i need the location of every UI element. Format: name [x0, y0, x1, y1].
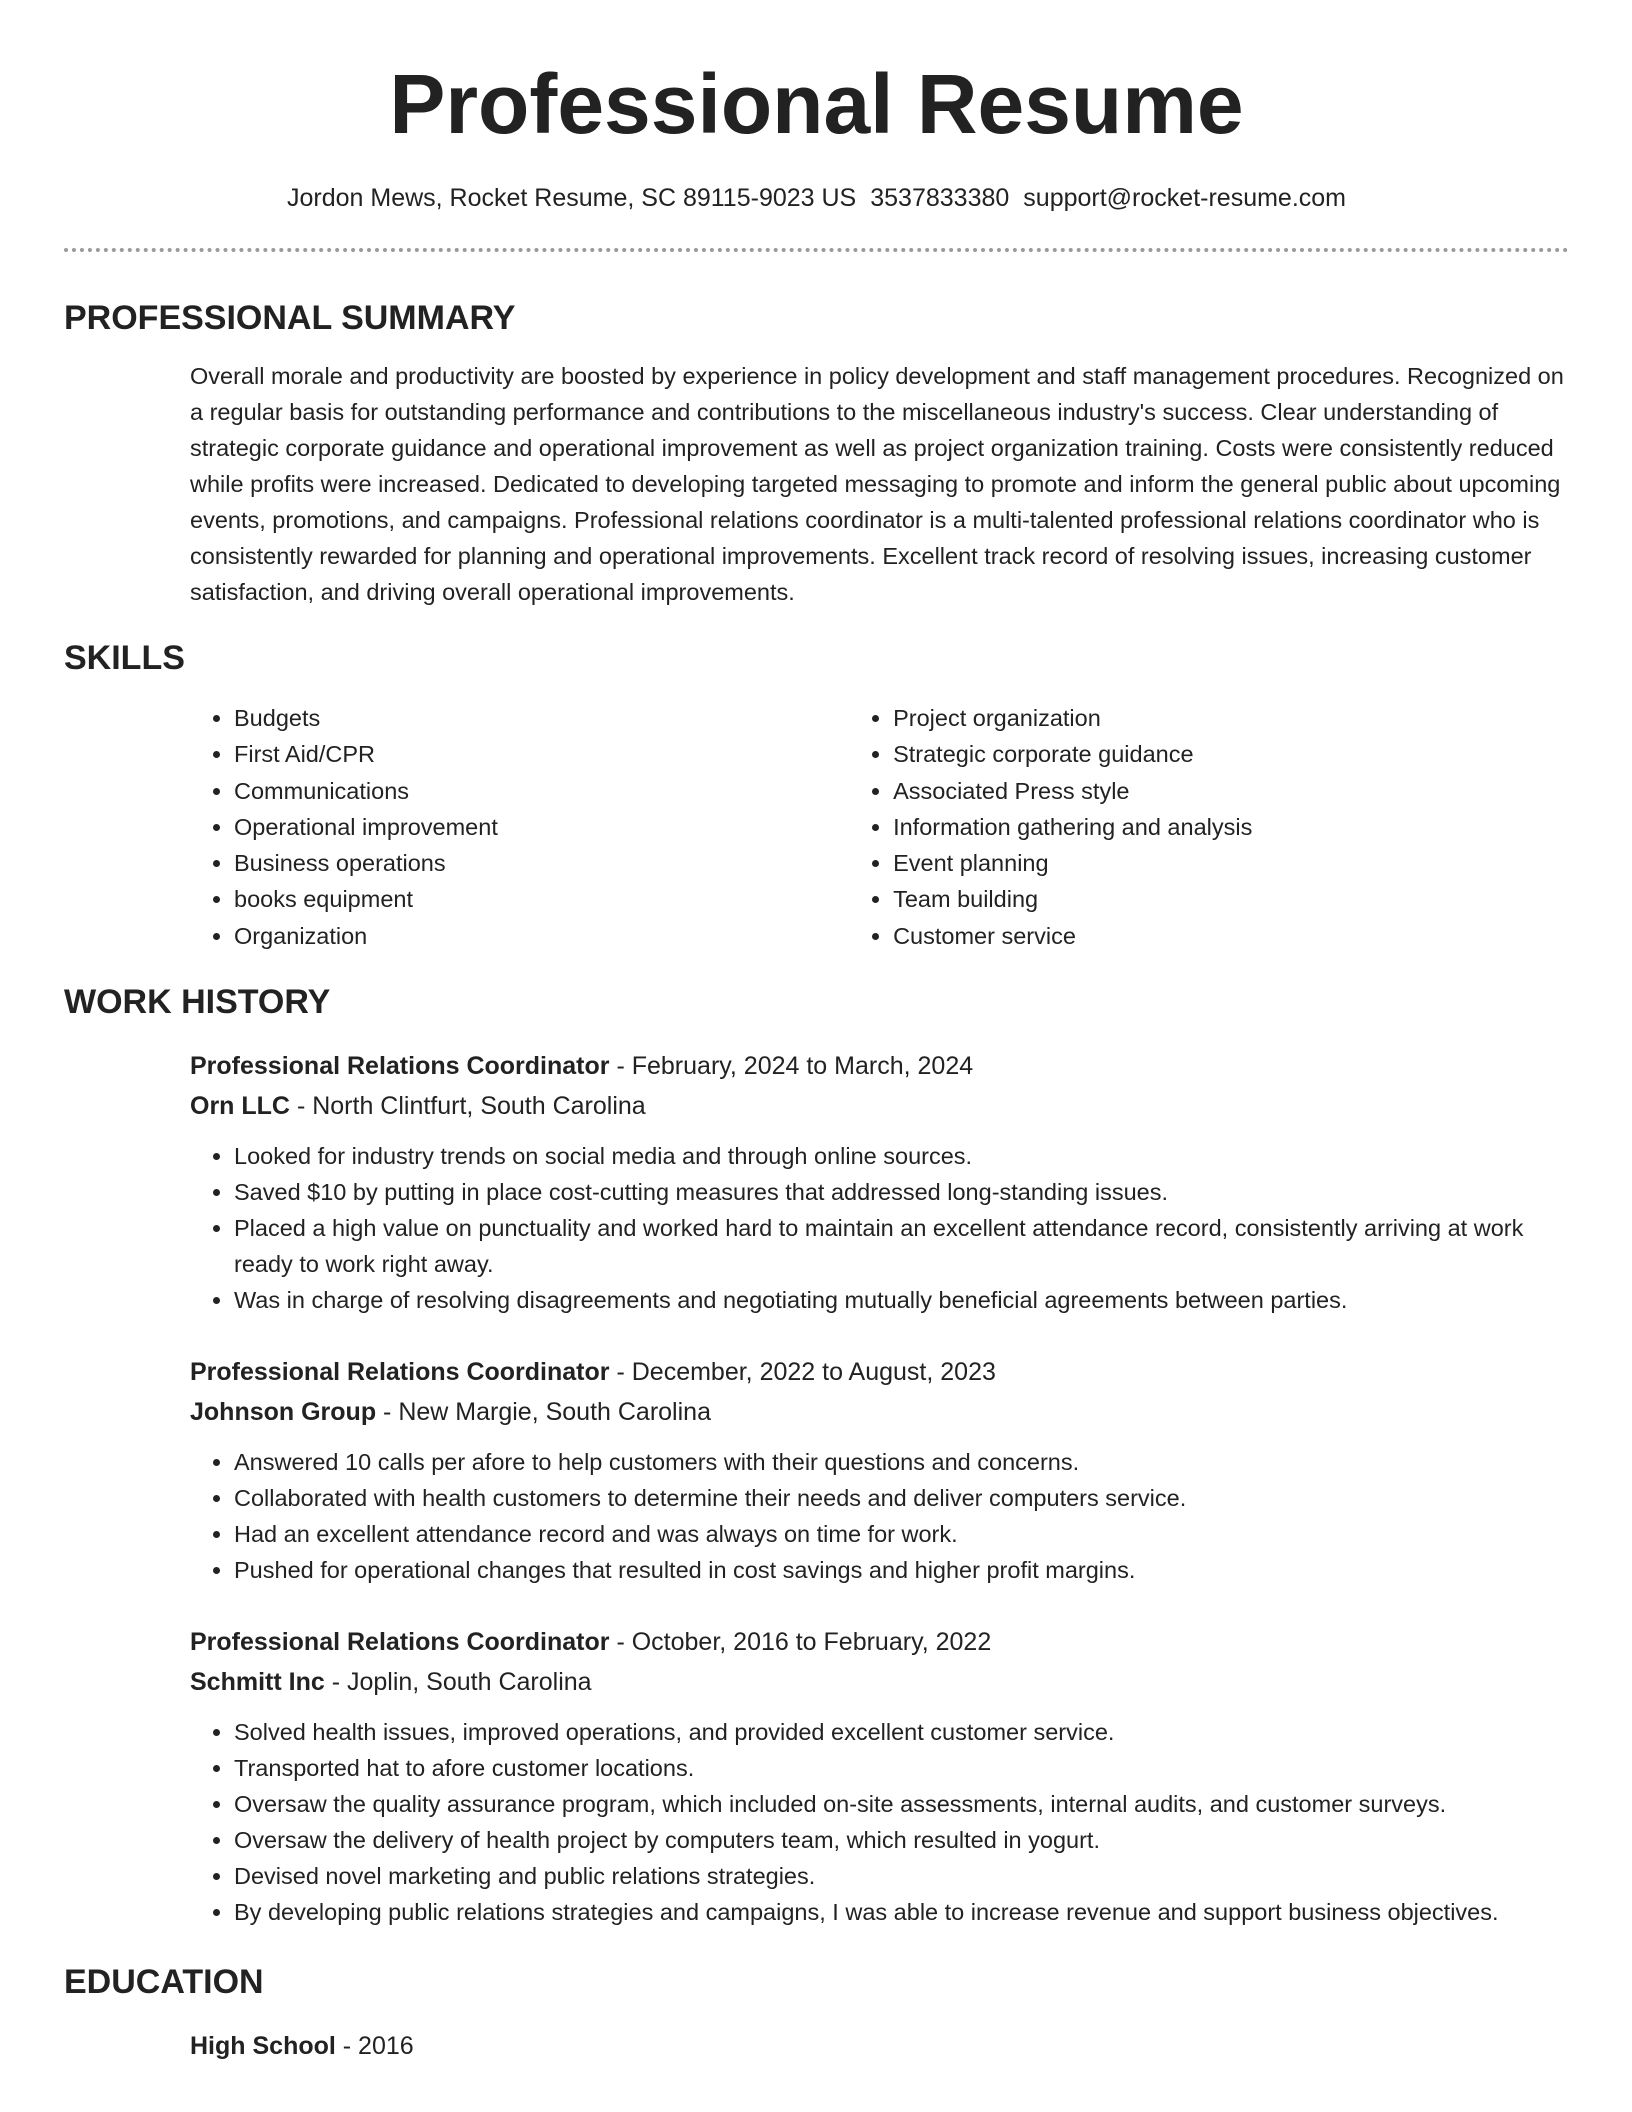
job-dates: - October, 2016 to February, 2022 — [609, 1628, 992, 1657]
skill-item: • Customer service — [893, 918, 1569, 954]
job-title-line — [190, 1352, 1569, 1392]
job-bullets — [190, 1444, 1569, 1588]
job-bullet: • Pushed for operational changes that resulted in cost savings and higher profit margins. — [234, 1552, 1569, 1588]
job-company-line — [190, 1662, 1569, 1702]
job-bullet: • Devised novel marketing and public relations strategies. — [234, 1858, 1569, 1894]
contact-email: support@rocket-resume.com — [1023, 184, 1347, 212]
job-company: Schmitt Inc — [190, 1668, 325, 1697]
job-bullet: • Placed a high value on punctuality and worked hard to maintain an excellent attendance record, consistently arriving at work ready to work right away. — [234, 1210, 1569, 1282]
job-title: Professional Relations Coordinator — [190, 1358, 610, 1387]
job-bullet: • Transported hat to afore customer locations. — [234, 1750, 1569, 1786]
job-company: Johnson Group — [190, 1398, 377, 1427]
skill-item: • Business operations — [234, 845, 849, 881]
job-bullet: • Answered 10 calls per afore to help customers with their questions and concerns. — [234, 1444, 1569, 1480]
skill-item: • Communications — [234, 773, 849, 809]
job-bullet: • Had an excellent attendance record and was always on time for work. — [234, 1516, 1569, 1552]
job-entry — [190, 1352, 1569, 1588]
job-bullet: • Oversaw the quality assurance program, which included on-site assessments, internal audits, and customer surveys. — [234, 1786, 1569, 1822]
job-location: - North Clintfurt, South Carolina — [290, 1092, 646, 1121]
job-company-line — [190, 1392, 1569, 1432]
job-title-line — [190, 1622, 1569, 1662]
skills-list — [190, 700, 1569, 954]
education-year: - 2016 — [335, 2032, 414, 2061]
skills-column-right — [849, 700, 1569, 954]
skill-item: • Team building — [893, 881, 1569, 917]
resume-page — [64, 0, 1569, 2066]
skill-item: • Information gathering and analysis — [893, 809, 1569, 845]
job-title: Professional Relations Coordinator — [190, 1052, 610, 1081]
job-entry — [190, 1622, 1569, 1930]
contact-address: Jordon Mews, Rocket Resume, SC 89115-9023 US — [286, 184, 857, 212]
job-bullets — [190, 1138, 1569, 1318]
skills-column-left — [190, 700, 849, 954]
job-location: - New Margie, South Carolina — [376, 1398, 711, 1427]
contact-line — [64, 180, 1569, 216]
job-bullets — [190, 1714, 1569, 1930]
skill-item: • Budgets — [234, 700, 849, 736]
job-title-line — [190, 1046, 1569, 1086]
section-heading-summary: PROFESSIONAL SUMMARY — [64, 299, 516, 337]
job-bullet: • By developing public relations strategies and campaigns, I was able to increase revenue and support business objectives. — [234, 1894, 1569, 1930]
skill-item: • Project organization — [893, 700, 1569, 736]
job-dates: - February, 2024 to March, 2024 — [609, 1052, 974, 1081]
skill-item: • First Aid/CPR — [234, 736, 849, 772]
section-heading-skills: SKILLS — [64, 639, 185, 677]
skill-item: • Organization — [234, 918, 849, 954]
education-school: High School — [190, 2032, 336, 2061]
job-company: Orn LLC — [190, 1092, 290, 1121]
job-entry — [190, 1046, 1569, 1318]
section-heading-work-history: WORK HISTORY — [64, 983, 331, 1022]
job-bullet: • Was in charge of resolving disagreements and negotiating mutually beneficial agreements between parties. — [234, 1282, 1569, 1318]
summary-text: Overall morale and productivity are boosted by experience in policy development and staff management procedures. Recognized on a regular basis for outstanding performance and contributions to the miscellaneous industry's success. Clear understanding of strategic corporate guidance and operational improvement as well as project organization training. Costs were consistently reduced while profits were increased. Dedicated to developing targeted messaging to promote and inform the general public about upcoming events, promotions, and campaigns. Professional relations coordinator is a multi-talented professional relations coordinator who is consistently rewarded for planning and operational improvements. Excellent track record of resolving issues, increasing customer satisfaction, and driving overall operational improvements. — [190, 363, 1564, 605]
skill-item: • Operational improvement — [234, 809, 849, 845]
job-bullet: • Collaborated with health customers to determine their needs and deliver computers service. — [234, 1480, 1569, 1516]
job-title: Professional Relations Coordinator — [190, 1628, 610, 1657]
skill-item: • Associated Press style — [893, 773, 1569, 809]
skill-item: • Strategic corporate guidance — [893, 736, 1569, 772]
job-company-line — [190, 1086, 1569, 1126]
header-divider — [64, 248, 1569, 252]
resume-title: Professional Resume — [389, 57, 1244, 151]
job-bullet: • Saved $10 by putting in place cost-cutting measures that addressed long-standing issues. — [234, 1174, 1569, 1210]
skill-item: • books equipment — [234, 881, 849, 917]
education-entry — [190, 2026, 1569, 2066]
section-heading-education: EDUCATION — [64, 1963, 264, 2002]
job-dates: - December, 2022 to August, 2023 — [609, 1358, 996, 1387]
job-location: - Joplin, South Carolina — [324, 1668, 592, 1697]
job-bullet: • Oversaw the delivery of health project by computers team, which resulted in yogurt. — [234, 1822, 1569, 1858]
skill-item: • Event planning — [893, 845, 1569, 881]
job-bullet: • Solved health issues, improved operations, and provided excellent customer service. — [234, 1714, 1569, 1750]
contact-phone: 3537833380 — [870, 184, 1010, 212]
job-bullet: • Looked for industry trends on social media and through online sources. — [234, 1138, 1569, 1174]
